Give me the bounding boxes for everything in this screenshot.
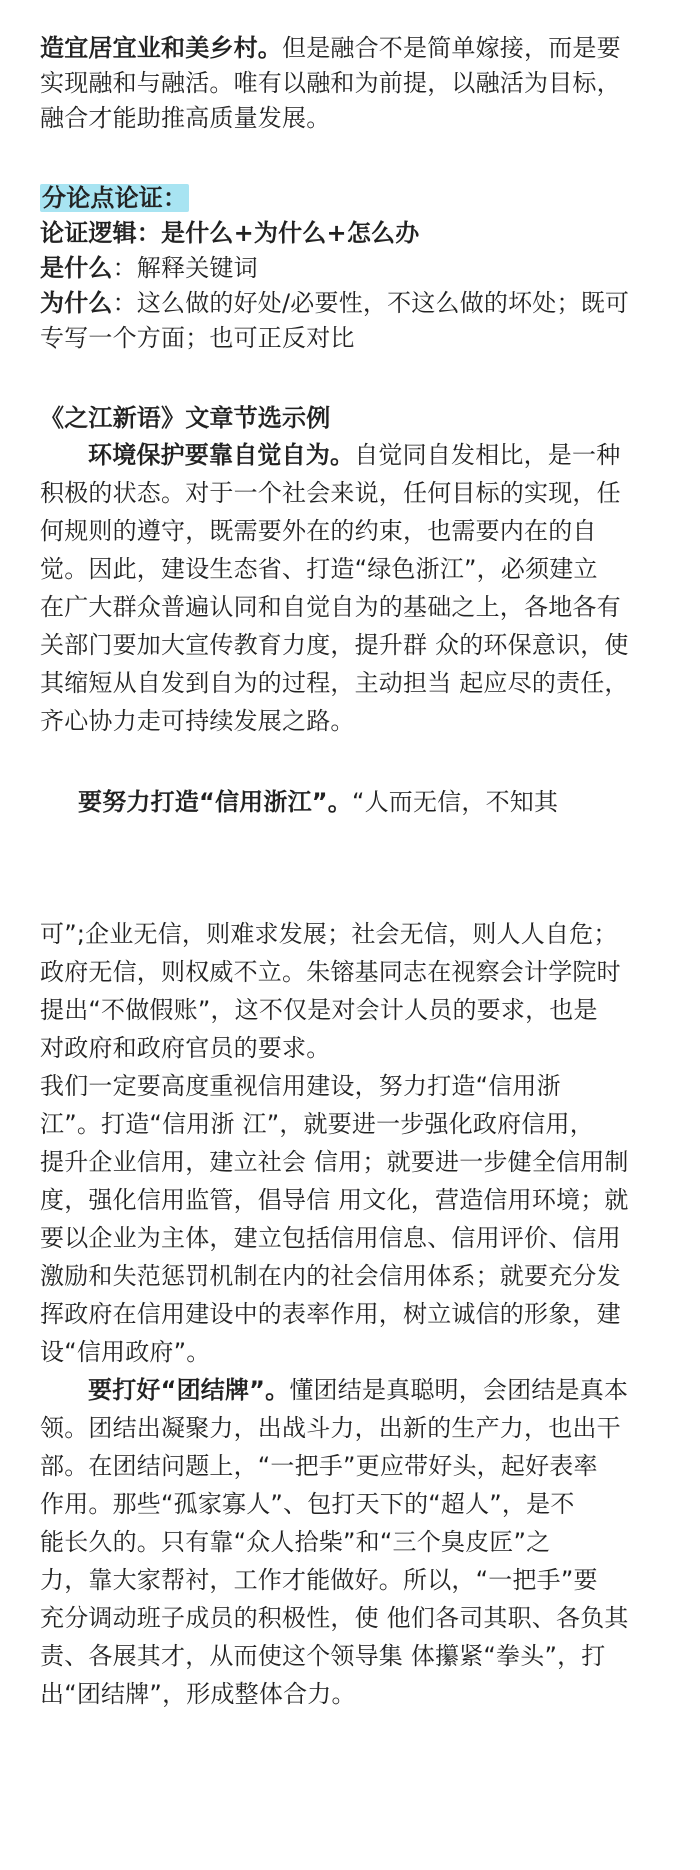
argument-logic: 论证逻辑：是什么+为什么+怎么办 [40,219,420,247]
p1-line-7: 其缩短从自发到自为的过程，主动担当 起应尽的责任， [40,669,629,697]
p2-line-8: 度，强化信用监管，倡导信 用文化，营造信用环境；就 [40,1186,629,1214]
intro-bold: 造宜居宜业和美乡村。 [40,34,282,62]
p1-line-1 [88,440,620,470]
section-label-line [40,183,189,213]
p2-line-5: 我们一定要高度重视信用建设，努力打造“信用浙 [40,1072,561,1100]
p2-line-4: 对政府和政府官员的要求。 [40,1034,331,1062]
intro-line-1 [40,33,621,63]
p1-line-3: 何规则的遵守，既需要外在的约束，也需要内在的自 [40,517,597,545]
p2-line-11: 挥政府在信用建设中的表率作用，树立诚信的形象，建 [40,1300,621,1328]
what-text: ：解释关键词 [112,254,258,282]
p2-line-2: 政府无信，则权威不立。朱镕基同志在视察会计学院时 [40,958,621,986]
p3-line-8: 责、各展其才，从而使这个领导集 体攥紧“拳头”，打 [40,1642,606,1670]
p3-line-2: 领。团结出凝聚力，出战斗力，出新的生产力，也出干 [40,1414,621,1442]
intro-line-2: 实现融和与融活。唯有以融和为前提，以融活为目标， [40,69,621,97]
p2-line-3: 提出“不做假账”，这不仅是对会计人员的要求，也是 [40,996,598,1024]
p2-line-10: 激励和失范惩罚机制在内的社会信用体系；就要充分发 [40,1262,621,1290]
example-title: 《之江新语》文章节选示例 [40,404,331,432]
p3-line-6: 力，靠大家帮衬，工作才能做好。所以，“一把手”要 [40,1566,598,1594]
p3-text: 懂团结是真聪明，会团结是真本 [289,1376,629,1404]
p3-line-7: 充分调动班子成员的积极性，使 他们各司其职、各负其 [40,1604,629,1632]
p2-line-9: 要以企业为主体，建立包括信用信息、信用评价、信用 [40,1224,621,1252]
intro-line-3: 融合才能助推高质量发展。 [40,104,331,132]
what-term: 是什么 [40,254,113,282]
p3-line-5: 能长久的。只有靠“众人拾柴”和“三个臭皮匠”之 [40,1528,551,1556]
p1-line-5: 在广大群众普遍认同和自觉自为的基础之上，各地各有 [40,593,621,621]
p2-line-12: 设“信用政府”。 [40,1338,211,1366]
p2-bold: 要努力打造“信用浙江”。 [78,788,352,816]
why-term: 为什么 [40,289,113,317]
p2-head [78,787,558,817]
p3-line-3: 部。在团结问题上，“一把手”更应带好头，起好表率 [40,1452,598,1480]
p2-line-7: 提升企业信用，建立社会 信用；就要进一步健全信用制 [40,1148,629,1176]
what-line [40,253,258,283]
p3-line-4: 作用。那些“孤家寡人”、包打天下的“超人”，是不 [40,1490,575,1518]
p2-head-text: “人而无信，不知其 [351,788,559,816]
why-text: ：这么做的好处/必要性，不这么做的坏处；既可 [112,289,630,317]
p2-line-6: 江”。打造“信用浙 江”，就要进一步强化政府信用， [40,1110,594,1138]
p3-bold: 要打好“团结牌”。 [88,1376,290,1404]
p3-line-1 [88,1375,628,1405]
intro-text: 但是融合不是简单嫁接，而是要 [282,34,621,62]
p1-text: 自觉同自发相比，是一种 [354,441,621,469]
p2-line-1: 可”;企业无信，则难求发展；社会无信，则人人自危； [40,920,618,948]
why-line [40,288,629,318]
p3-line-9: 出“团结牌”，形成整体合力。 [40,1680,356,1708]
p1-line-8: 齐心协力走可持续发展之路。 [40,707,355,735]
p1-line-4: 觉。因此，建设生态省、打造“绿色浙江”，必须建立 [40,555,598,583]
p1-bold: 环境保护要靠自觉自为。 [88,441,355,469]
p1-line-6: 关部门要加大宣传教育力度，提升群 众的环保意识，使 [40,631,629,659]
section-label: 分论点论证： [42,184,188,212]
p1-line-2: 积极的状态。对于一个社会来说，任何目标的实现，任 [40,479,621,507]
why-line-2: 专写一个方面；也可正反对比 [40,324,355,352]
